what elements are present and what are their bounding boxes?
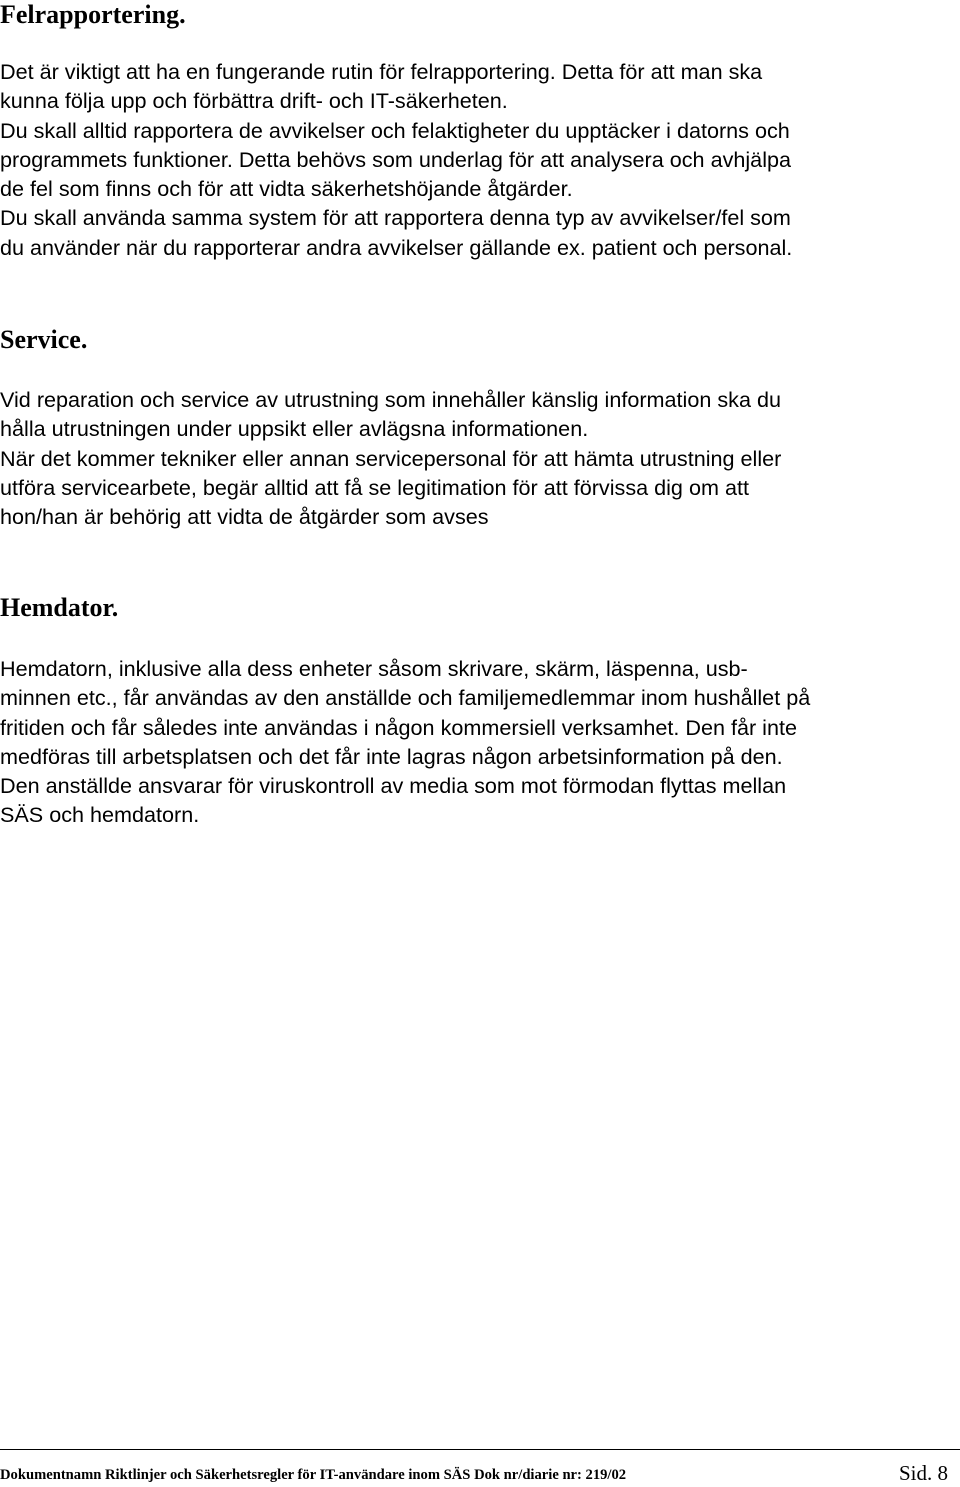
footer-page-number: Sid. 8 bbox=[898, 1461, 948, 1485]
text-line: programmets funktioner. Detta behövs som underlag för att analysera och avhjälpa bbox=[0, 146, 792, 172]
paragraph-hemdator bbox=[0, 654, 810, 830]
text-line: de fel som finns och för att vidta säkerhetshöjande åtgärder. bbox=[0, 176, 573, 202]
text-line: fritiden och får således inte användas i någon kommersiell verksamhet. Den får inte bbox=[0, 714, 797, 740]
text-line: hålla utrustningen under uppsikt eller avlägsna informationen. bbox=[0, 416, 589, 442]
heading-hemdator: Hemdator. bbox=[0, 593, 119, 622]
text-line: Hemdatorn, inklusive alla dess enheter såsom skrivare, skärm, läspenna, usb- bbox=[0, 656, 748, 681]
text-line: Det är viktigt att ha en fungerande rutin för felrapportering. Detta för att man ska bbox=[0, 59, 763, 84]
footer-divider bbox=[0, 1449, 960, 1450]
footer-document-name: Dokumentnamn Riktlinjer och Säkerhetsregler för IT-användare inom SÄS Dok nr/diarie nr: 219/02 bbox=[0, 1467, 627, 1483]
text-line: Du skall använda samma system för att rapportera denna typ av avvikelser/fel som bbox=[0, 205, 791, 231]
text-line: Vid reparation och service av utrustning som innehåller känslig information ska du bbox=[0, 387, 781, 412]
text-line: Den anställde ansvarar för viruskontroll av media som mot förmodan flyttas mellan bbox=[0, 773, 787, 799]
text-line: kunna följa upp och förbättra drift- och IT-säkerheten. bbox=[0, 88, 508, 114]
text-line: När det kommer tekniker eller annan servicepersonal för att hämta utrustning eller bbox=[0, 445, 782, 471]
heading-service: Service. bbox=[0, 325, 88, 354]
text-line: minnen etc., får användas av den anställde och familjemedlemmar inom hushållet på bbox=[0, 685, 811, 711]
text-line: utföra servicearbete, begär alltid att få se legitimation för att förvissa dig om att bbox=[0, 474, 749, 500]
text-line: Du skall alltid rapportera de avvikelser och felaktigheter du upptäcker i datorns och bbox=[0, 117, 790, 143]
text-line: hon/han är behörig att vidta de åtgärder som avses bbox=[0, 504, 489, 530]
text-line: SÄS och hemdatorn. bbox=[0, 802, 200, 828]
text-line: medföras till arbetsplatsen och det får inte lagras någon arbetsinformation på den. bbox=[0, 743, 783, 769]
paragraph-felrapportering bbox=[0, 57, 792, 262]
text-line: du använder när du rapporterar andra avvikelser gällande ex. patient och personal. bbox=[0, 234, 793, 260]
paragraph-service bbox=[0, 385, 781, 531]
heading-felrapportering: Felrapportering. bbox=[0, 0, 186, 29]
